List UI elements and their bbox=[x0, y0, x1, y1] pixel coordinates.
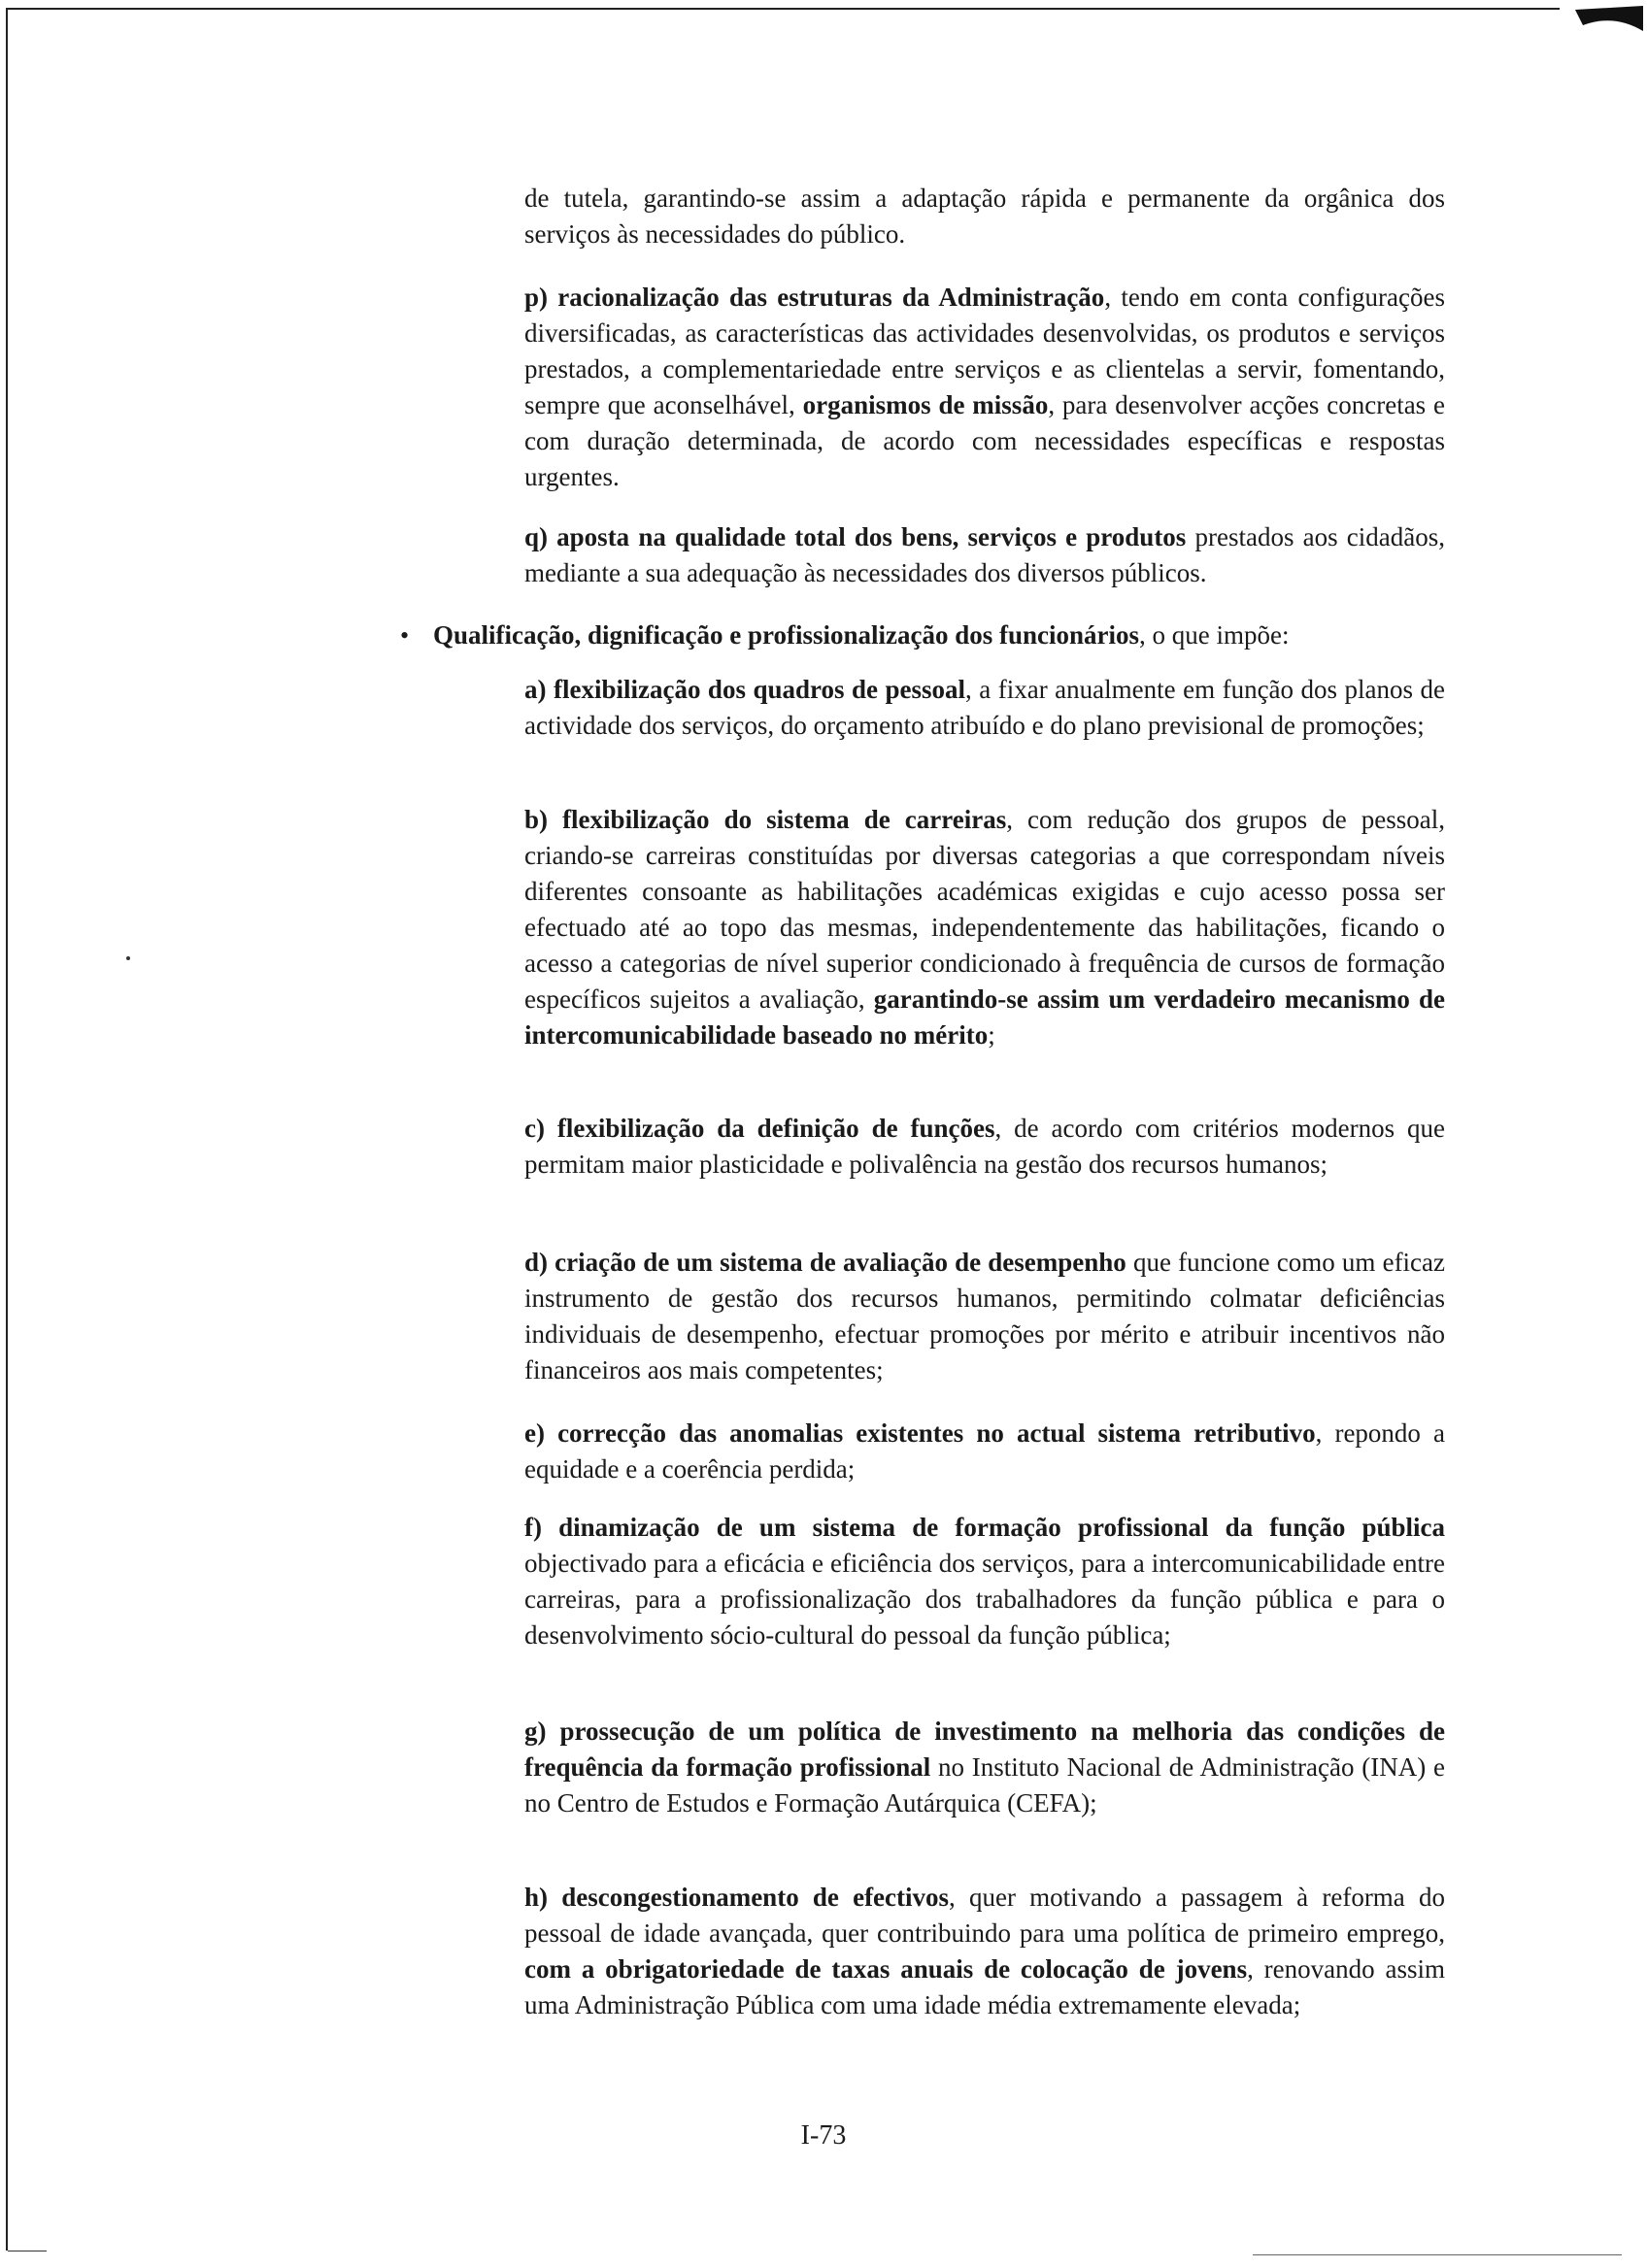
scan-speck bbox=[126, 956, 130, 960]
bullet-heading: Qualificação, dignificação e profissionalização dos funcionários bbox=[433, 620, 1140, 650]
item-h-text-end: , renovando assim uma Administração Pública com uma idade média extremamente elevada; bbox=[524, 1954, 1445, 2019]
paragraph-continuation bbox=[524, 181, 1445, 272]
item-e bbox=[524, 1416, 1445, 1507]
item-c bbox=[524, 1111, 1445, 1202]
item-d-heading: d) criação de um sistema de avaliação de desempenho bbox=[524, 1248, 1126, 1277]
item-a-text: , a fixar anualmente em função dos planos de actividade dos serviços, do orçamento atribuído e do plano previsional de promoções; bbox=[524, 675, 1445, 740]
paragraph-text: de tutela, garantindo-se assim a adaptação rápida e permanente da orgânica dos serviços às necessidades do público. bbox=[524, 183, 1445, 249]
item-a-heading: a) flexibilização dos quadros de pessoal bbox=[524, 675, 965, 704]
item-d-text: que funcione como um eficaz instrumento de gestão dos recursos humanos, permitindo colmatar deficiências individuais de desempenho, efectuar promoções por mérito e atribuir incentivos não financeiros aos mais competentes; bbox=[524, 1248, 1446, 1384]
item-b-emphasis: garantindo-se assim um verdadeiro mecanismo de intercomunicabilidade baseado no mérito bbox=[524, 984, 1445, 1050]
bullet-text: , o que impõe: bbox=[1139, 620, 1290, 650]
scan-foot-line bbox=[1253, 2254, 1622, 2255]
item-b bbox=[524, 802, 1445, 1073]
item-p bbox=[524, 280, 1445, 515]
item-c-paragraph bbox=[524, 1111, 1445, 1183]
item-q-paragraph bbox=[524, 519, 1445, 591]
item-e-heading: e) correcção das anomalias existentes no actual sistema retributivo bbox=[524, 1418, 1316, 1448]
item-b-text-end: ; bbox=[988, 1020, 995, 1050]
item-d-paragraph bbox=[524, 1245, 1445, 1388]
item-q bbox=[524, 519, 1445, 611]
scan-frame-top bbox=[6, 8, 1560, 10]
item-p-emphasis: organismos de missão bbox=[802, 390, 1049, 419]
item-a-paragraph bbox=[524, 672, 1445, 744]
item-f-paragraph bbox=[524, 1510, 1445, 1653]
item-g-heading: g) prossecução de um política de investimento na melhoria das condições de frequência da formação profissional bbox=[524, 1717, 1445, 1782]
item-f bbox=[524, 1510, 1445, 1673]
item-e-paragraph bbox=[524, 1416, 1445, 1487]
item-c-text: , de acordo com critérios modernos que permitam maior plasticidade e polivalência na gestão dos recursos humanos; bbox=[524, 1114, 1445, 1179]
item-p-heading: p) racionalização das estruturas da Administração bbox=[524, 283, 1105, 312]
item-b-text: , com redução dos grupos de pessoal, criando-se carreiras constituídas por diversas categorias a que correspondam níveis diferentes consoante as habilitações académicas exigidas e cujo acesso possa ser efectuado até ao topo das mesmas, independentemente das habilitações, ficando o acesso a categorias de nível superior condicionado à frequência de cursos de formação específicos sujeitos a avaliação, bbox=[524, 805, 1445, 1014]
bullet-icon: • bbox=[400, 621, 410, 650]
item-p-text-end: , para desenvolver acções concretas e com duração determinada, de acordo com necessidades específicas e respostas urgentes. bbox=[524, 390, 1446, 491]
item-g-text: no Instituto Nacional de Administração (INA) e no Centro de Estudos e Formação Autárquica (CEFA); bbox=[524, 1752, 1445, 1818]
item-h-text: , quer motivando a passagem à reforma do pessoal de idade avançada, quer contribuindo para uma política de primeiro emprego, bbox=[524, 1883, 1445, 1948]
item-h-paragraph bbox=[524, 1880, 1445, 2023]
item-e-text: , repondo a equidade e a coerência perdida; bbox=[524, 1418, 1445, 1484]
item-g-paragraph bbox=[524, 1714, 1445, 1821]
item-f-heading: f) dinamização de um sistema de formação profissional da função pública bbox=[524, 1513, 1445, 1542]
item-p-paragraph bbox=[524, 280, 1445, 495]
item-a bbox=[524, 672, 1445, 763]
item-h-heading: h) descongestionamento de efectivos bbox=[524, 1883, 950, 1912]
item-d bbox=[524, 1245, 1445, 1408]
corner-mark-icon bbox=[1575, 6, 1643, 60]
bullet-section bbox=[400, 617, 1449, 653]
item-p-text: , tendo em conta configurações diversificadas, as características das actividades desenvolvidas, os produtos e serviços prestados, a complementariedade entre serviços e as clientelas a servir, fomentando, sempre que aconselhável, bbox=[524, 283, 1445, 419]
item-g bbox=[524, 1714, 1445, 1841]
item-b-heading: b) flexibilização do sistema de carreiras bbox=[524, 805, 1007, 834]
item-c-heading: c) flexibilização da definição de funções bbox=[524, 1114, 995, 1143]
page-number: I-73 bbox=[800, 2120, 847, 2151]
item-h-emphasis: com a obrigatoriedade de taxas anuais de colocação de jovens bbox=[524, 1954, 1248, 1984]
scan-frame-left bbox=[6, 8, 8, 2251]
item-q-text: prestados aos cidadãos, mediante a sua adequação às necessidades dos diversos públicos. bbox=[524, 522, 1445, 587]
item-h bbox=[524, 1880, 1445, 2043]
item-b-paragraph bbox=[524, 802, 1445, 1053]
item-f-text: objectivado para a eficácia e eficiência dos serviços, para a intercomunicabilidade entre carreiras, para a profissionalização dos trabalhadores da função pública e para o desenvolvimento sócio-cultural do pessoal da função pública; bbox=[524, 1549, 1445, 1650]
item-q-heading: q) aposta na qualidade total dos bens, serviços e produtos bbox=[524, 522, 1187, 551]
